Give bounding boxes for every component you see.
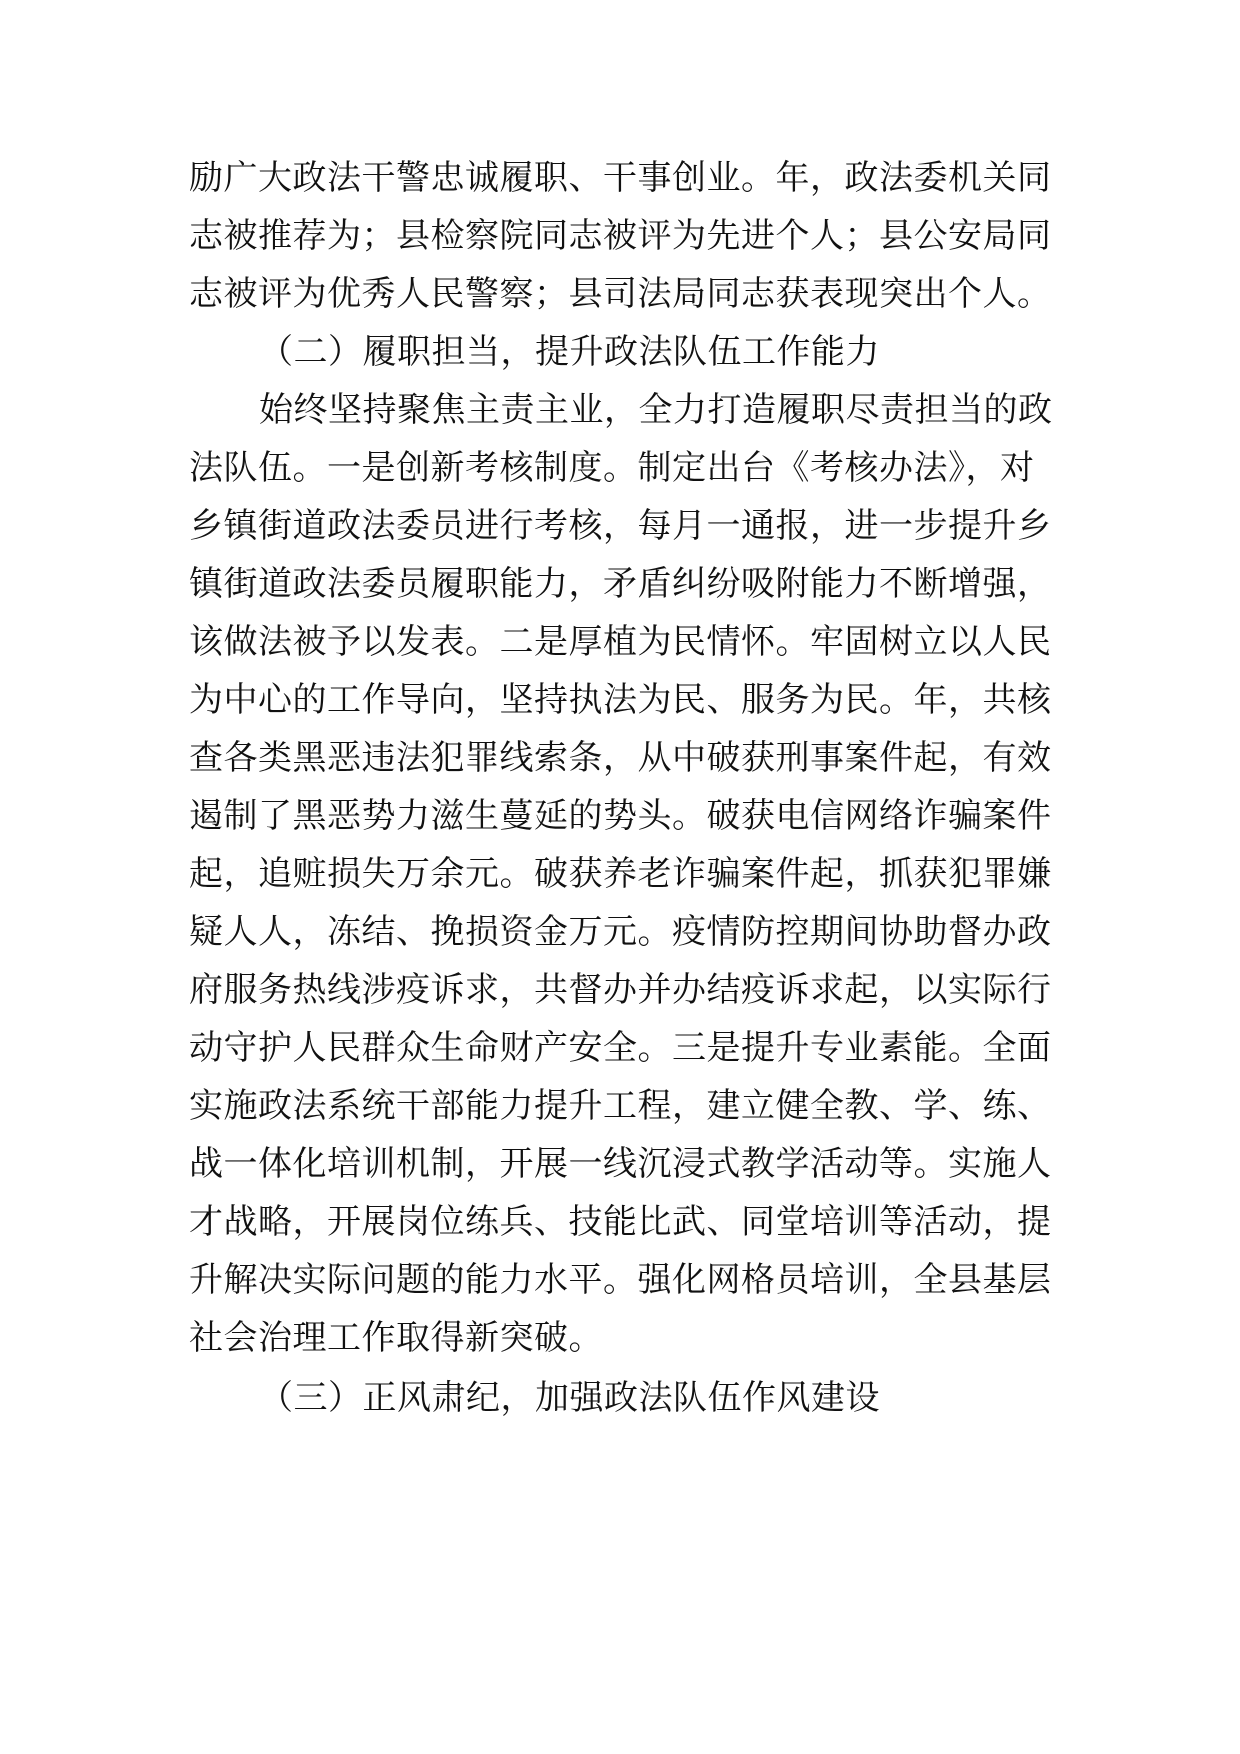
paragraph-2-line-15: 才战略，开展岗位练兵、技能比武、同堂培训等活动，提	[189, 1202, 1052, 1242]
paragraph-2-line-13: 实施政法系统干部能力提升工程，建立健全教、学、练、	[189, 1086, 1052, 1126]
paragraph-2-line-12: 动守护人民群众生命财产安全。三是提升专业素能。全面	[189, 1028, 1052, 1068]
paragraph-2-line-17: 社会治理工作取得新突破。	[189, 1318, 603, 1358]
paragraph-1-line-3: 志被评为优秀人民警察；县司法局同志获表现突出个人。	[189, 274, 1052, 314]
paragraph-2-line-3: 乡镇街道政法委员进行考核，每月一通报，进一步提升乡	[189, 506, 1052, 546]
paragraph-2-line-11: 府服务热线涉疫诉求，共督办并办结疫诉求起，以实际行	[189, 970, 1052, 1010]
paragraph-2-line-2: 法队伍。一是创新考核制度。制定出台《考核办法》，对	[189, 448, 1035, 488]
paragraph-2-line-16: 升解决实际问题的能力水平。强化网格员培训，全县基层	[189, 1260, 1052, 1300]
paragraph-2-line-8: 遏制了黑恶势力滋生蔓延的势头。破获电信网络诈骗案件	[189, 796, 1052, 836]
paragraph-2-line-7: 查各类黑恶违法犯罪线索条，从中破获刑事案件起，有效	[189, 738, 1052, 778]
paragraph-2-line-10: 疑人人，冻结、挽损资金万元。疫情防控期间协助督办政	[189, 912, 1052, 952]
paragraph-1-line-2: 志被推荐为；县检察院同志被评为先进个人；县公安局同	[189, 216, 1052, 256]
paragraph-2-line-9: 起，追赃损失万余元。破获养老诈骗案件起，抓获犯罪嫌	[189, 854, 1052, 894]
paragraph-1-line-1: 励广大政法干警忠诚履职、干事创业。年，政法委机关同	[189, 158, 1052, 198]
paragraph-2-line-5: 该做法被予以发表。二是厚植为民情怀。牢固树立以人民	[189, 622, 1052, 662]
section-heading-3: （三）正风肃纪，加强政法队伍作风建设	[259, 1378, 880, 1418]
paragraph-2-line-4: 镇街道政法委员履职能力，矛盾纠纷吸附能力不断增强，	[189, 564, 1052, 604]
paragraph-2-line-1: 始终坚持聚焦主责主业，全力打造履职尽责担当的政	[259, 390, 1053, 430]
section-heading-2: （二）履职担当，提升政法队伍工作能力	[259, 332, 880, 372]
paragraph-2-line-14: 战一体化培训机制，开展一线沉浸式教学活动等。实施人	[189, 1144, 1052, 1184]
paragraph-2-line-6: 为中心的工作导向，坚持执法为民、服务为民。年，共核	[189, 680, 1052, 720]
